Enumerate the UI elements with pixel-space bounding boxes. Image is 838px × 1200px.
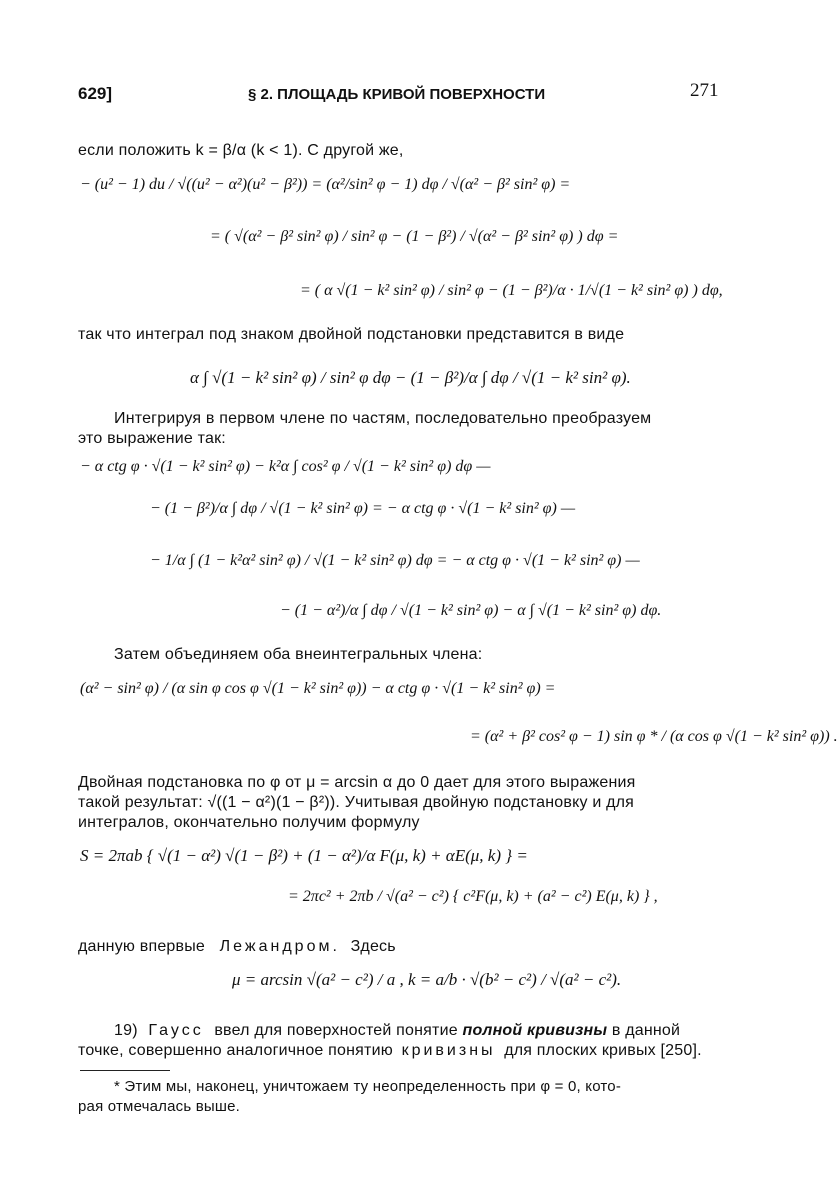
equation-3-line-4: − (1 − α²)/α ∫ dφ / √(1 − k² sin² φ) − α ∫ √(1 − k² sin² φ) dφ. [280, 602, 662, 619]
page-number: 271 [690, 80, 719, 101]
equation-3-line-1: − α ctg φ · √(1 − k² sin² φ) − k²α ∫ cos² φ / √(1 − k² sin² φ) dφ — [80, 458, 491, 475]
equation-1-line-1: − (u² − 1) du / √((u² − α²)(u² − β²)) = (α²/sin² φ − 1) dφ / √(α² − β² sin² φ) = [80, 176, 571, 193]
equation-6: μ = arcsin √(a² − c²) / a , k = a/b · √(b² − c²) / √(a² − c²). [232, 970, 622, 989]
paragraph-6-line-1 [114, 1022, 680, 1040]
gauss-name: Гаусс [148, 1022, 204, 1039]
text-line-5-post: Здесь [350, 938, 396, 955]
paragraph-4-line-3: интегралов, окончательно получим формулу [78, 814, 420, 831]
equation-3-line-3: − 1/α ∫ (1 − k²α² sin² φ) / √(1 − k² sin² φ) dφ = − α ctg φ · √(1 − k² sin² φ) — [150, 552, 640, 569]
equation-1-line-2: = ( √(α² − β² sin² φ) / sin² φ − (1 − β²) / √(α² − β² sin² φ) ) dφ = [210, 228, 619, 245]
text-line-5-pre: данную впервые [78, 938, 206, 955]
paragraph-4-line-1: Двойная подстановка по φ от μ = arcsin α до 0 дает для этого выражения [78, 774, 636, 791]
text-line-3: Затем объединяем оба внеинтегральных члена: [114, 646, 483, 663]
paragraph-6-emphasis: полной кривизны [462, 1022, 608, 1039]
footnote-line-2: рая отмечалась выше. [78, 1098, 241, 1115]
paragraph-6-line-2 [78, 1042, 702, 1060]
paragraph-2-line-2: это выражение так: [78, 430, 226, 447]
paragraph-6-text-a: ввел для поверхностей понятие [214, 1022, 458, 1039]
equation-3-line-2: − (1 − β²)/α ∫ dφ / √(1 − k² sin² φ) = − α ctg φ · √(1 − k² sin² φ) — [150, 500, 576, 517]
text-line-5 [78, 938, 396, 956]
paragraph-4-line-2: такой результат: √((1 − α²)(1 − β²)). Учитывая двойную подстановку и для [78, 794, 635, 811]
paragraph-6-number: 19) [114, 1022, 138, 1039]
section-title: § 2. ПЛОЩАДЬ КРИВОЙ ПОВЕРХНОСТИ [248, 86, 546, 103]
equation-5-line-2: = 2πc² + 2πb / √(a² − c²) { c²F(μ, k) + (a² − c²) E(μ, k) } , [288, 888, 658, 905]
page-ref: 629] [78, 84, 113, 103]
equation-5-line-1: S = 2πab { √(1 − α²) √(1 − β²) + (1 − α²)/α F(μ, k) + αE(μ, k) } = [80, 846, 528, 865]
paragraph-2-line-1: Интегрируя в первом члене по частям, последовательно преобразуем [114, 410, 652, 427]
equation-4-line-1: (α² − sin² φ) / (α sin φ cos φ √(1 − k² sin² φ)) − α ctg φ · √(1 − k² sin² φ) = [80, 680, 556, 697]
text-line-1: если положить k = β/α (k < 1). С другой же, [78, 142, 404, 159]
paragraph-6-line-2-b: для плоских кривых [250]. [504, 1042, 702, 1059]
equation-1-line-3: = ( α √(1 − k² sin² φ) / sin² φ − (1 − β²)/α · 1/√(1 − k² sin² φ) ) dφ, [300, 282, 723, 299]
paragraph-6-line-2-a: точке, совершенно аналогичное понятию [78, 1042, 393, 1059]
paragraph-6-text-b: в данной [611, 1022, 681, 1039]
text-line-2: так что интеграл под знаком двойной подстановки представится в виде [78, 326, 625, 343]
equation-2: α ∫ √(1 − k² sin² φ) / sin² φ dφ − (1 − β²)/α ∫ dφ / √(1 − k² sin² φ). [190, 368, 631, 387]
paragraph-6-spaced: кривизны [401, 1042, 496, 1059]
equation-4-line-2: = (α² + β² cos² φ − 1) sin φ * / (α cos φ √(1 − k² sin² φ)) . [470, 728, 838, 745]
legendre-name: Лежандром. [219, 938, 340, 955]
footnote-line-1: * Этим мы, наконец, уничтожаем ту неопределенность при φ = 0, кото- [114, 1078, 622, 1095]
footnote-rule [80, 1070, 170, 1071]
